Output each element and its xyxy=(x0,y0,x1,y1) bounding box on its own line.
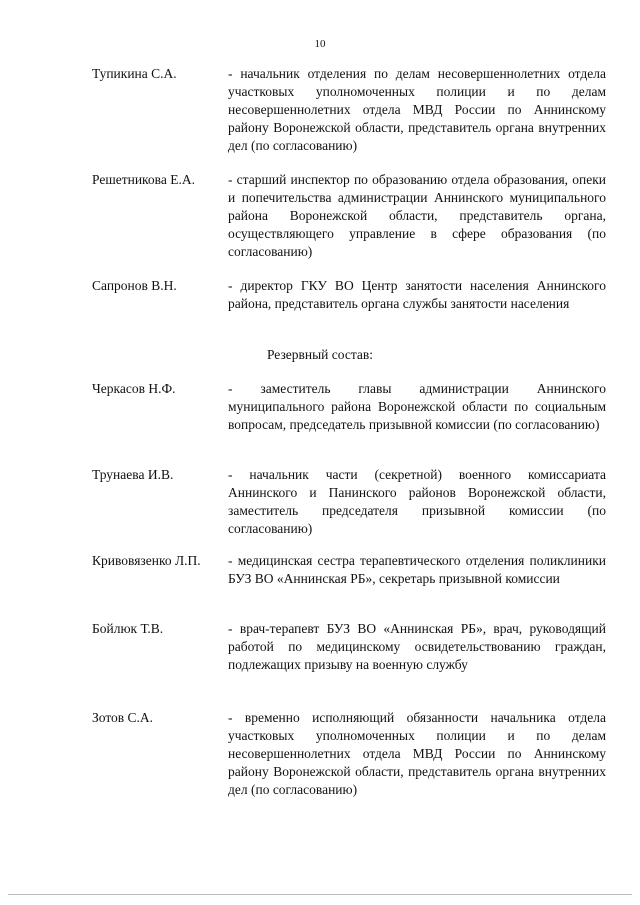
page-bottom-divider xyxy=(8,894,632,895)
member-name: Трунаева И.В. xyxy=(92,467,174,482)
member-name: Сапронов В.Н. xyxy=(92,278,177,293)
member-name: Зотов С.А. xyxy=(92,710,154,725)
reserve-heading: Резервный состав: xyxy=(266,347,374,362)
member-description: - начальник отделения по делам несовершеннолетних отдела участковых уполномоченных полиции и по делам несовершеннолетних отдела МВД России по Аннинскому району Воронежской области, представитель органа внутренних дел (по согласованию) xyxy=(228,66,606,153)
member-name: Тупикина С.А. xyxy=(92,66,177,81)
page-number: 10 xyxy=(314,38,326,50)
member-description: - временно исполняющий обязанности начальника отдела участковых уполномоченных полиции и по делам несовершеннолетних отдела МВД России по Аннинскому району Воронежской области, представитель органа внутренних дел (по согласованию) xyxy=(228,710,606,797)
member-name: Решетникова Е.А. xyxy=(92,172,195,187)
member-name: Кривовязенко Л.П. xyxy=(92,553,201,568)
member-description: - директор ГКУ ВО Центр занятости населения Аннинского района, представитель органа службы занятости населения xyxy=(228,278,606,311)
member-description: - старший инспектор по образованию отдела образования, опеки и попечительства администрации Аннинского муниципального района Воронежской области, представитель органа, осуществляющего управление в сфере образования (по согласованию) xyxy=(228,172,606,259)
member-name: Черкасов Н.Ф. xyxy=(92,381,176,396)
member-description: - медицинская сестра терапевтического отделения поликлиники БУЗ ВО «Аннинская РБ», секретарь призывной комиссии xyxy=(228,553,606,586)
member-name: Бойлюк Т.В. xyxy=(92,621,164,636)
member-description: - врач-терапевт БУЗ ВО «Аннинская РБ», врач, руководящий работой по медицинскому освидетельствованию граждан, подлежащих призыву на военную службу xyxy=(228,621,606,672)
member-description: - начальник части (секретной) военного комиссариата Аннинского и Панинского районов Воронежской области, заместитель председателя призывной комиссии (по согласованию) xyxy=(228,467,606,536)
member-description: - заместитель главы администрации Аннинского муниципального района Воронежской области по социальным вопросам, председатель призывной комиссии (по согласованию) xyxy=(228,381,606,432)
